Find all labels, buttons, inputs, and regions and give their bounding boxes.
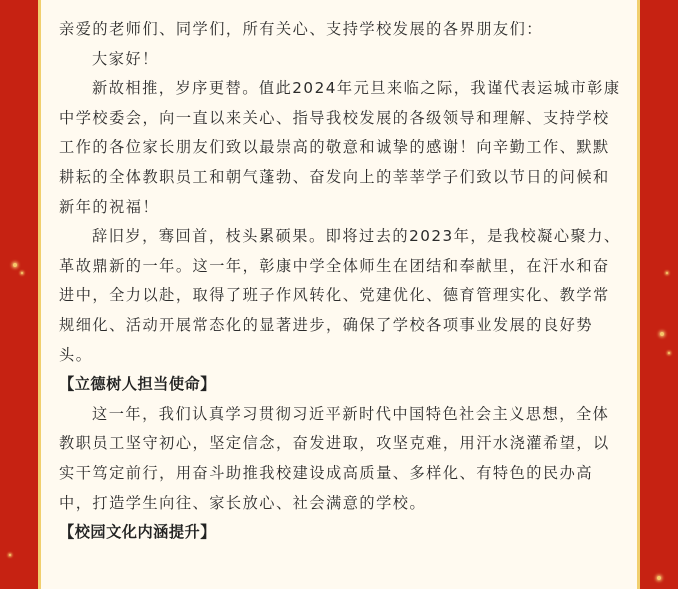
greeting-line: 亲爱的老师们、同学们，所有关心、支持学校发展的各界朋友们：	[59, 20, 543, 38]
section-title-campus-culture: 【校园文化内涵提升】	[59, 523, 216, 542]
paragraph-new-year-thanks: 新故相推，岁序更替。值此2024年元旦来临之际，我谨代表运城市彰康中学校委会，向一直以来关心、指导我校发展的各级领导和理解、支持学校工作的各位家长朋友们致以最崇高的敬意和诚挚的感谢！向辛勤工作、默默耕耘的全体教职员工和朝气蓬勃、奋发向上的莘莘学子们致以节日的问候和新年的祝福！	[59, 79, 621, 216]
letter-paper	[38, 0, 640, 589]
gold-sparkle-decoration	[657, 576, 661, 580]
right-red-border	[640, 0, 678, 589]
paragraph-2023-review: 辞旧岁，骞回首，枝头累硕果。即将过去的2023年，是我校凝心聚力、革故鼎新的一年。这一年，彰康中学全体师生在团结和奉献里，在汗水和奋进中，全力以赴，取得了班子作风转化、党建优化、德育管理实化、教学常规细化、活动开展常态化的显著进步，确保了学校各项事业发展的良好势头。	[59, 227, 621, 364]
letter-content	[59, 15, 625, 548]
paragraph-greeting: 大家好！	[92, 49, 159, 68]
gold-sparkle-decoration	[9, 554, 11, 556]
left-red-border	[0, 0, 38, 589]
gold-sparkle-decoration	[660, 332, 664, 336]
section-title-moral-education: 【立德树人担当使命】	[59, 375, 216, 394]
paragraph-moral-education: 这一年，我们认真学习贯彻习近平新时代中国特色社会主义思想，全体教职员工坚守初心，坚定信念，奋发进取，攻坚克难，用汗水浇灌希望，以实干笃定前行，用奋斗助推我校建设成高质量、多样化、有特色的民办高中，打造学生向往、家长放心、社会满意的学校。	[59, 404, 610, 512]
gold-sparkle-decoration	[13, 263, 17, 267]
gold-sparkle-decoration	[668, 352, 670, 354]
gold-sparkle-decoration	[21, 272, 23, 274]
gold-sparkle-decoration	[666, 272, 668, 274]
